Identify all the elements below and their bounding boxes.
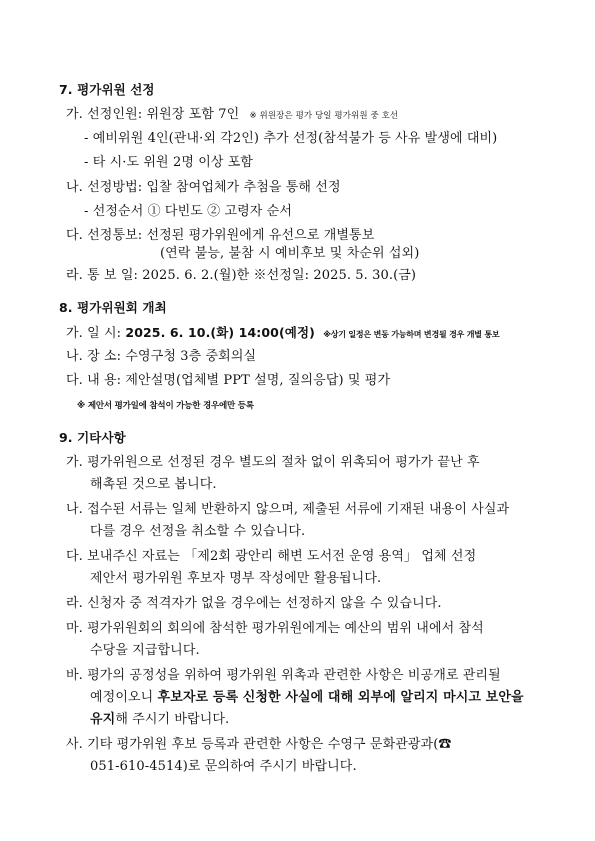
sec9-na-line1: 나. 접수된 서류는 일체 반환하지 않으며, 제출된 서류에 기재된 내용이 사실과	[66, 502, 510, 517]
sec9-da-line1: 다. 보내주신 자료는 「제2회 광안리 해변 도서전 운영 용역」 업체 선정	[66, 549, 477, 564]
sec9-ba-line2-bold: 후보자로 등록 신청한 사실에 대해 외부에 알리지 마시고 보안을	[157, 690, 524, 705]
sec9-ba-line3	[90, 712, 229, 728]
sec9-ga-line2: 해촉된 것으로 봅니다.	[90, 477, 217, 492]
sec9-ba-line3-plain: 해 주시기 바랍니다.	[115, 712, 230, 727]
sec9-ba-line3-bold: 유지	[90, 712, 116, 727]
sec8-ga-note: ※상기 일정은 변동 가능하며 변경될 경우 개별 통보	[323, 330, 500, 339]
sec9-ba-line2-plain: 예정이오니	[90, 690, 158, 705]
sec8-ga-label: 가. 일 시:	[66, 326, 122, 341]
sec7-da-sub: (연락 불능, 불참 시 예비후보 및 차순위 섭외)	[160, 246, 420, 261]
section-8-heading: 8. 평가위원회 개최	[59, 300, 167, 315]
sec7-ga-label: 가. 선정인원: 위원장 포함 7인	[66, 107, 240, 122]
sec8-ga-value: 2025. 6. 10.(화) 14:00(예정)	[125, 325, 315, 340]
sec8-na: 나. 장 소: 수영구청 3층 중회의실	[66, 349, 257, 364]
sec9-sa-line2: 051-610-4514)로 문의하여 주시기 바랍니다.	[90, 759, 357, 774]
sec7-ga-note: ※ 위원장은 평가 당일 평가위원 중 호선	[249, 111, 399, 121]
sec9-ma-line2: 수당을 지급합니다.	[90, 643, 200, 658]
sec8-ga	[66, 325, 499, 343]
sec9-ba-line2	[90, 690, 524, 706]
sec9-da-line2: 제안서 평가위원 후보자 명부 작성에만 활용됩니다.	[90, 571, 382, 586]
sec7-da: 다. 선정통보: 선정된 평가위원에게 유선으로 개별통보	[66, 228, 375, 243]
sec8-note: ※ 제안서 평가일에 참석이 가능한 경우에만 등록	[77, 401, 254, 411]
sec9-ma-line1: 마. 평가위원회의 회의에 참석한 평가위원에게는 예산의 범위 내에서 참석	[66, 621, 484, 636]
section-7-heading: 7. 평가위원 선정	[59, 82, 155, 97]
sec7-ga-sub1: - 예비위원 4인(관내·외 각2인) 추가 선정(참석불가 등 사유 발생에 대비)	[84, 131, 498, 146]
sec7-ga-sub2: - 타 시·도 위원 2명 이상 포함	[84, 155, 254, 170]
sec9-ga-line1: 가. 평가위원으로 선정된 경우 별도의 절차 없이 위촉되어 평가가 끝난 후	[66, 455, 480, 470]
sec7-ga	[66, 107, 398, 124]
sec9-ra: 라. 신청자 중 적격자가 없을 경우에는 선정하지 않을 수 있습니다.	[66, 596, 442, 611]
section-9-heading: 9. 기타사항	[59, 430, 126, 445]
sec7-ra: 라. 통 보 일: 2025. 6. 2.(월)한 ※선정일: 2025. 5. 30.(금)	[66, 268, 417, 283]
sec7-na-sub: - 선정순서 ① 다빈도 ② 고령자 순서	[84, 204, 292, 219]
sec9-ba-line1: 바. 평가의 공정성을 위하여 평가위원 위촉과 관련한 사항은 비공개로 관리될	[66, 668, 501, 683]
sec9-na-line2: 다를 경우 선정을 취소할 수 있습니다.	[90, 524, 306, 539]
sec8-da: 다. 내 용: 제안설명(업체별 PPT 설명, 질의응답) 및 평가	[66, 373, 391, 388]
sec9-sa-line1: 사. 기타 평가위원 후보 등록과 관련한 사항은 수영구 문화관광과(☎	[66, 737, 452, 752]
sec7-na: 나. 선정방법: 입찰 참여업체가 추첨을 통해 선정	[66, 180, 341, 195]
